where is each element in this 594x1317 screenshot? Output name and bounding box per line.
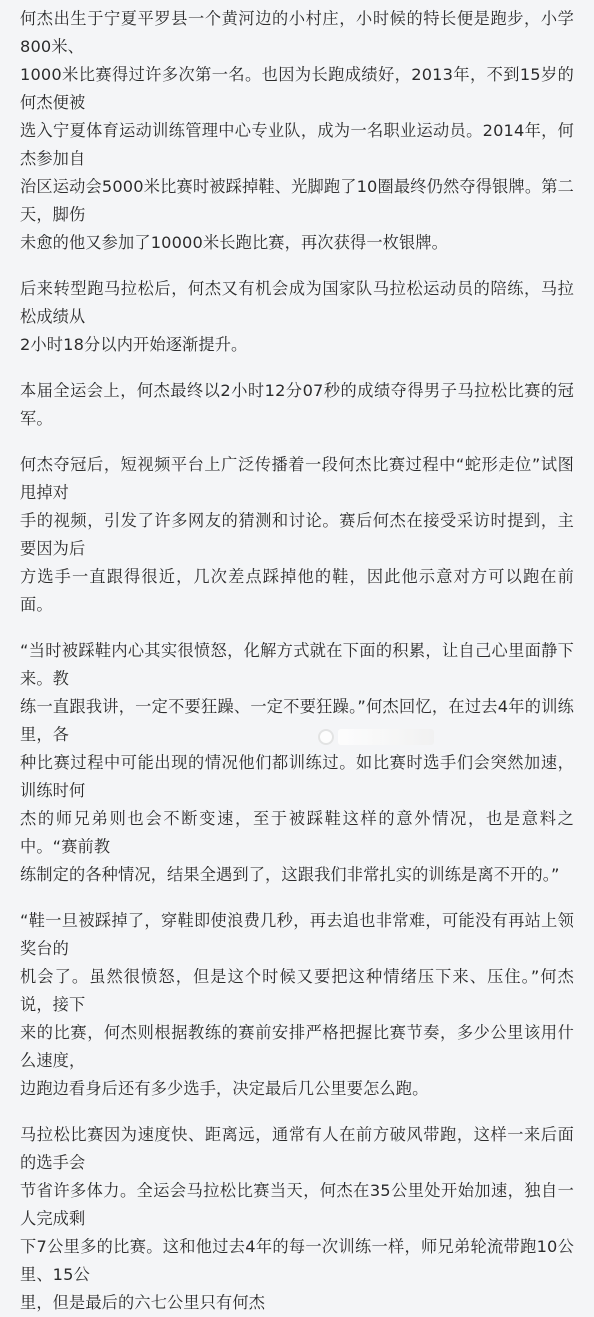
- paragraph-6: “鞋一旦被踩掉了，穿鞋即使浪费几秒，再去追也非常难，可能没有再站上领奖台的 机会了。虽然很愤怒，但是这个时候又要把这种情绪压下来、压住。”何杰说，接下 来的比赛，何杰则根据教练的赛前安排严格把握比赛节奏，多少公里该用什么速度， 边跑边看身后还有多少选手，决定最后几公里要怎么跑。: [20, 911, 574, 1098]
- paragraph-1: 何杰出生于宁夏平罗县一个黄河边的小村庄，小时候的特长便是跑步，小学800米、 1000米比赛得过许多次第一名。也因为长跑成绩好，2013年，不到15岁的何杰便被 选入宁夏体育运动训练管理中心专业队，成为一名职业运动员。2014年，何杰参加自 治区运动会5000米比赛时被踩掉鞋、光脚跑了10圈最终仍然夺得银牌。第二天，脚伤 未愈的他又参加了10000米长跑比赛，再次获得一枚银牌。: [20, 9, 574, 252]
- watermark-text-block: [338, 729, 434, 745]
- paragraph-7: 马拉松比赛因为速度快、距离远，通常有人在前方破风带跑，这样一来后面的选手会 节省许多体力。全运会马拉松比赛当天，何杰在35公里处开始加速，独自一人完成剩 下7公里多的比赛。这和他过去4年的每一次训练一样，师兄弟轮流带跑10公里、15公 里，但是最后的六七公里只有何杰: [20, 1125, 574, 1312]
- paragraph-3: 本届全运会上，何杰最终以2小时12分07秒的成绩夺得男子马拉松比赛的冠军。: [20, 381, 574, 428]
- paragraph-4: 何杰夺冠后，短视频平台上广泛传播着一段何杰比赛过程中“蛇形走位”试图甩掉对 手的视频，引发了许多网友的猜测和讨论。赛后何杰在接受采访时提到，主要因为后 方选手一直跟得很近，几次差点踩掉他的鞋，因此他示意对方可以跑在前面。: [20, 455, 574, 614]
- watermark-overlay: [318, 725, 434, 749]
- paragraph-2: 后来转型跑马拉松后，何杰又有机会成为国家队马拉松运动员的陪练，马拉松成绩从 2小时18分以内开始逐渐提升。: [20, 279, 574, 354]
- watermark-logo-icon: [318, 729, 334, 745]
- paragraph-5: “当时被踩鞋内心其实很愤怒，化解方式就在下面的积累，让自己心里面静下来。教 练一直跟我讲，一定不要狂躁、一定不要狂躁。”何杰回忆，在过去4年的训练里，各 种比赛过程中可能出现的情况他们都训练过。如比赛时选手们会突然加速，训练时何 杰的师兄弟则也会不断变速，至于被踩鞋这样的意外情况，也是意料之中。“赛前教 练制定的各种情况，结果全遇到了，这跟我们非常扎实的训练是离不开的。”: [20, 641, 574, 884]
